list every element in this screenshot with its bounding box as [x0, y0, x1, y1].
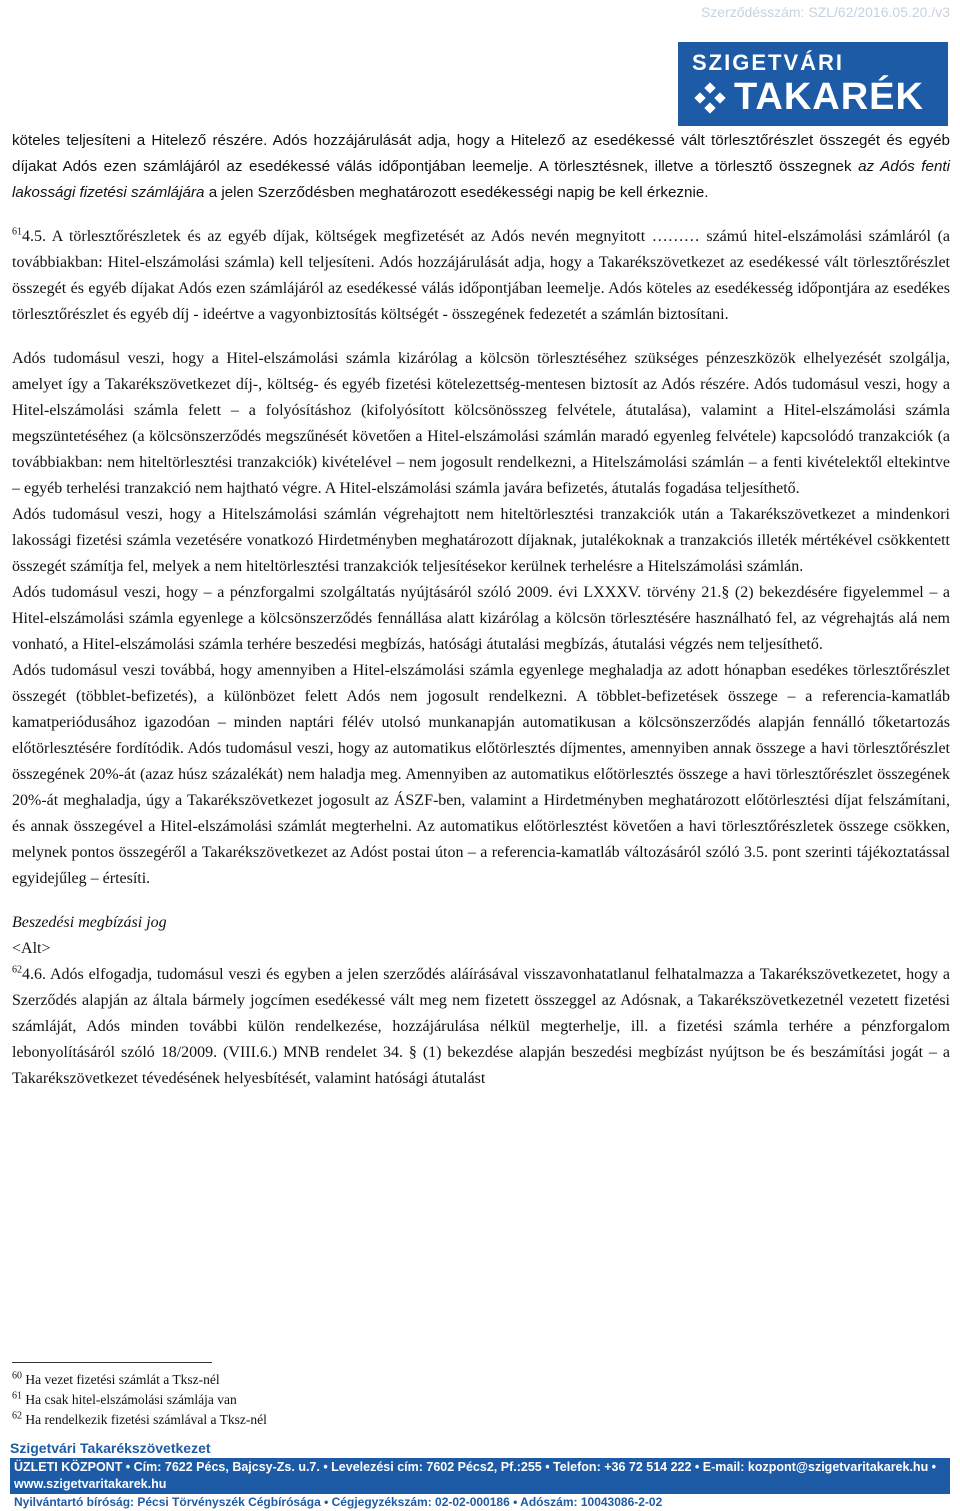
- document-body: [12, 128, 950, 1092]
- paragraph-6: Adós tudomásul veszi továbbá, hogy amennyiben a Hitel-elszámolási számla egyenlege meghaladja az adott hónapban esedékes törlesztőrészlet összegét (többlet-befizetés), a különbözet felett Adós nem jogosult rendelkezni. A többlet-befizetések összege – a referencia-kamatláb kamatperiódusához igazodóan – minden naptári félév utolsó munkanapján automatikusan a kölcsönszerződés alapján fennálló tőketartozás előtörlesztésére fordítódik. Adós tudomásul veszi, hogy az automatikus előtörlesztés díjmentes, amennyiben annak összege a havi törlesztőrészlet összegének 20%-át (azaz húsz százalékát) nem haladja meg. Amennyiben az automatikus előtörlesztés összege a havi törlesztőrészlet összegének 20%-át meghaladja, úgy a Takarékszövetkezet jogosult az ÁSZF-ben, valamint a Hirdetményben meghatározott előtörlesztési díjat felszámítani, és annak összegével a Hitel-elszámolási számlát megterhelni. Az automatikus előtörlesztést követően a havi törlesztőrészletek összege csökken, melynek pontos összegéről a Takarékszövetkezet az Adóst postai úton – a referencia-kamatláb változásáról szóló 3.5. pont szerinti tájékoztatással egyidejűleg – értesíti.: [12, 662, 950, 887]
- paragraph-3: Adós tudomásul veszi, hogy a Hitel-elszámolási számla kizárólag a kölcsön törlesztéséhez szükséges pénzeszközök elhelyezését szolgálja, amelyet így a Takarékszövetkezet díj-, költség- és egyéb fizetési kötelezettség-mentesen biztosít az Adós részére. Adós tudomásul veszi, hogy a Hitel-elszámolási számla felett – a folyósításhoz (kifolyósított kölcsönösszeg felvétele, átutalása), valamint a Hitel-elszámolási számla megszüntetéséhez (a kölcsönszerződés megszűnését követően a Hitel-elszámolási számlán maradó egyenleg felvétele) kapcsolódó tranzakciók (a továbbiakban: nem hiteltörlesztési tranzakciók) kivételével – nem jogosult rendelkezni, a Hitelszámolási számlán – a fenti kivételektől eltekintve – egyéb terhelési tranzakció nem hajtható végre. A Hitel-elszámolási számla javára befizetés, átutalás fogadása teljesíthető.: [12, 350, 950, 497]
- paragraph-4-6: $^{62}$4.6. Adós elfogadja, tudomásul veszi és egyben a jelen szerződés aláírásával visszavonhatatlanul felhatalmazza a Takarékszövetkezetet, hogy a Szerződés alapján az általa bármely jogcímen esedékessé vált meg nem fizetett összeggel az Adósnak, a Takarékszövetkezetnél vezetett fizetési számláját, Adós minden további külön rendelkezése, hozzájárulása nélkül megterhelje, ill. a fizetési számla terhére a pénzforgalom lebonyolításáról szóló 18/2009. (VIII.6.) MNB rendelet 34. § (1) bekezdése alapján beszedési megbízást nyújtson be és beszámítási jogát – a Takarékszövetkezet tévedésének helyesbítését, valamint hatósági átutalást: [12, 964, 950, 1087]
- footnote: $^{62}$ Ha rendelkezik fizetési számlával a Tksz-nél: [12, 1410, 267, 1427]
- footer-registry: Nyilvántartó bíróság: Pécsi Törvényszék Cégbírósága • Cégjegyzékszám: 02-02-000186 • Adószám: 10043086-2-02: [14, 1495, 663, 1509]
- footnotes: [12, 1370, 912, 1430]
- bank-logo: [678, 42, 948, 126]
- footnote-ref: 62: [12, 964, 22, 976]
- page-footer: [10, 1438, 950, 1511]
- footnote-divider: [12, 1362, 212, 1363]
- logo-line2: TAKARÉK: [734, 76, 924, 118]
- footnote: $^{61}$ Ha csak hitel-elszámolási számlája van: [12, 1390, 237, 1407]
- footer-company-name: Szigetvári Takarékszövetkezet: [10, 1440, 211, 1456]
- contract-number: Szerződésszám: SZL/62/2016.05.20./v3: [700, 4, 950, 20]
- section-heading: Beszedési megbízási jog: [12, 914, 167, 931]
- paragraph-4: Adós tudomásul veszi, hogy a Hitelszámolási számlán végrehajtott nem hiteltörlesztési tranzakciók után a Takarékszövetkezet a mindenkori lakossági fizetési számla vezetésére vonatkozó Hirdetményben meghatározott díjaknak, jutalékoknak a tranzakciós illeték mértékével csökkentett összegét számítja fel, melyek a nem hiteltörlesztési tranzakciók teljesítésekor kerülnek terhelésre a Hitelszámolási számlán.: [12, 506, 950, 575]
- paragraph-5: Adós tudomásul veszi, hogy – a pénzforgalmi szolgáltatás nyújtásáról szóló 2009. évi LXXXV. törvény 21.§ (2) bekezdésére figyelemmel – a Hitel-elszámolási számla egyenlege a kölcsönszerződés fennállása alatt kizárólag a kölcsön törlesztésére használható fel, az végrehajtás alá nem vonható, a Hitel-elszámolási számla terhére beszedési megbízás, hatósági átutalási megbízás, átutalási végzés nem teljesíthető.: [12, 584, 950, 653]
- paragraph-4-5: $^{61}$4.5. A törlesztőrészletek és az egyéb díjak, költségek megfizetését az Adós nevén megnyitott ……… számú hitel-elszámolási számláról (a továbbiakban: Hitel-elszámolási számla) kell teljesíteni. Adós hozzájárulását adja, hogy a Takarékszövetkezet az esedékessé vált törlesztőrészlet összegét és egyéb díjakat Adós ezen számlájáról az esedékessé válás időpontjában leemelje. Adós köteles az esedékesség időpontjára az esedékes törlesztőrészlet és egyéb díj - ideértve a vagyonbiztosítás költségét - összegének fedezetét a számlán biztosítani.: [12, 226, 950, 323]
- alt-tag: <Alt>: [12, 940, 51, 957]
- footer-contact-bar: ÜZLETI KÖZPONT • Cím: 7622 Pécs, Bajcsy-Zs. u.7. • Levelezési cím: 7602 Pécs2, Pf.:255 • Telefon: +36 72 514 222 • E-mail: kozpont@szigetvaritakarek.hu • www.szigetvaritakarek.hu: [10, 1458, 950, 1494]
- footnote: $^{60}$ Ha vezet fizetési számlát a Tksz-nél: [12, 1370, 220, 1387]
- paragraph-1: köteles teljesíteni a Hitelező részére. Adós hozzájárulását adja, hogy a Hitelező az esedékessé vált törlesztőrészlet összegét és egyéb díjakat Adós ezen számlájáról az esedékessé válás időpontjában leemelje. A törlesztésnek, illetve a törlesztő összegnek az Adós fenti lakossági fizetési számlájára a jelen Szerződésben meghatározott esedékességi napig be kell érkeznie.: [12, 132, 950, 201]
- footnote-ref: 61: [12, 226, 22, 238]
- logo-mark-icon: [692, 82, 728, 118]
- logo-line1: SZIGETVÁRI: [692, 50, 845, 75]
